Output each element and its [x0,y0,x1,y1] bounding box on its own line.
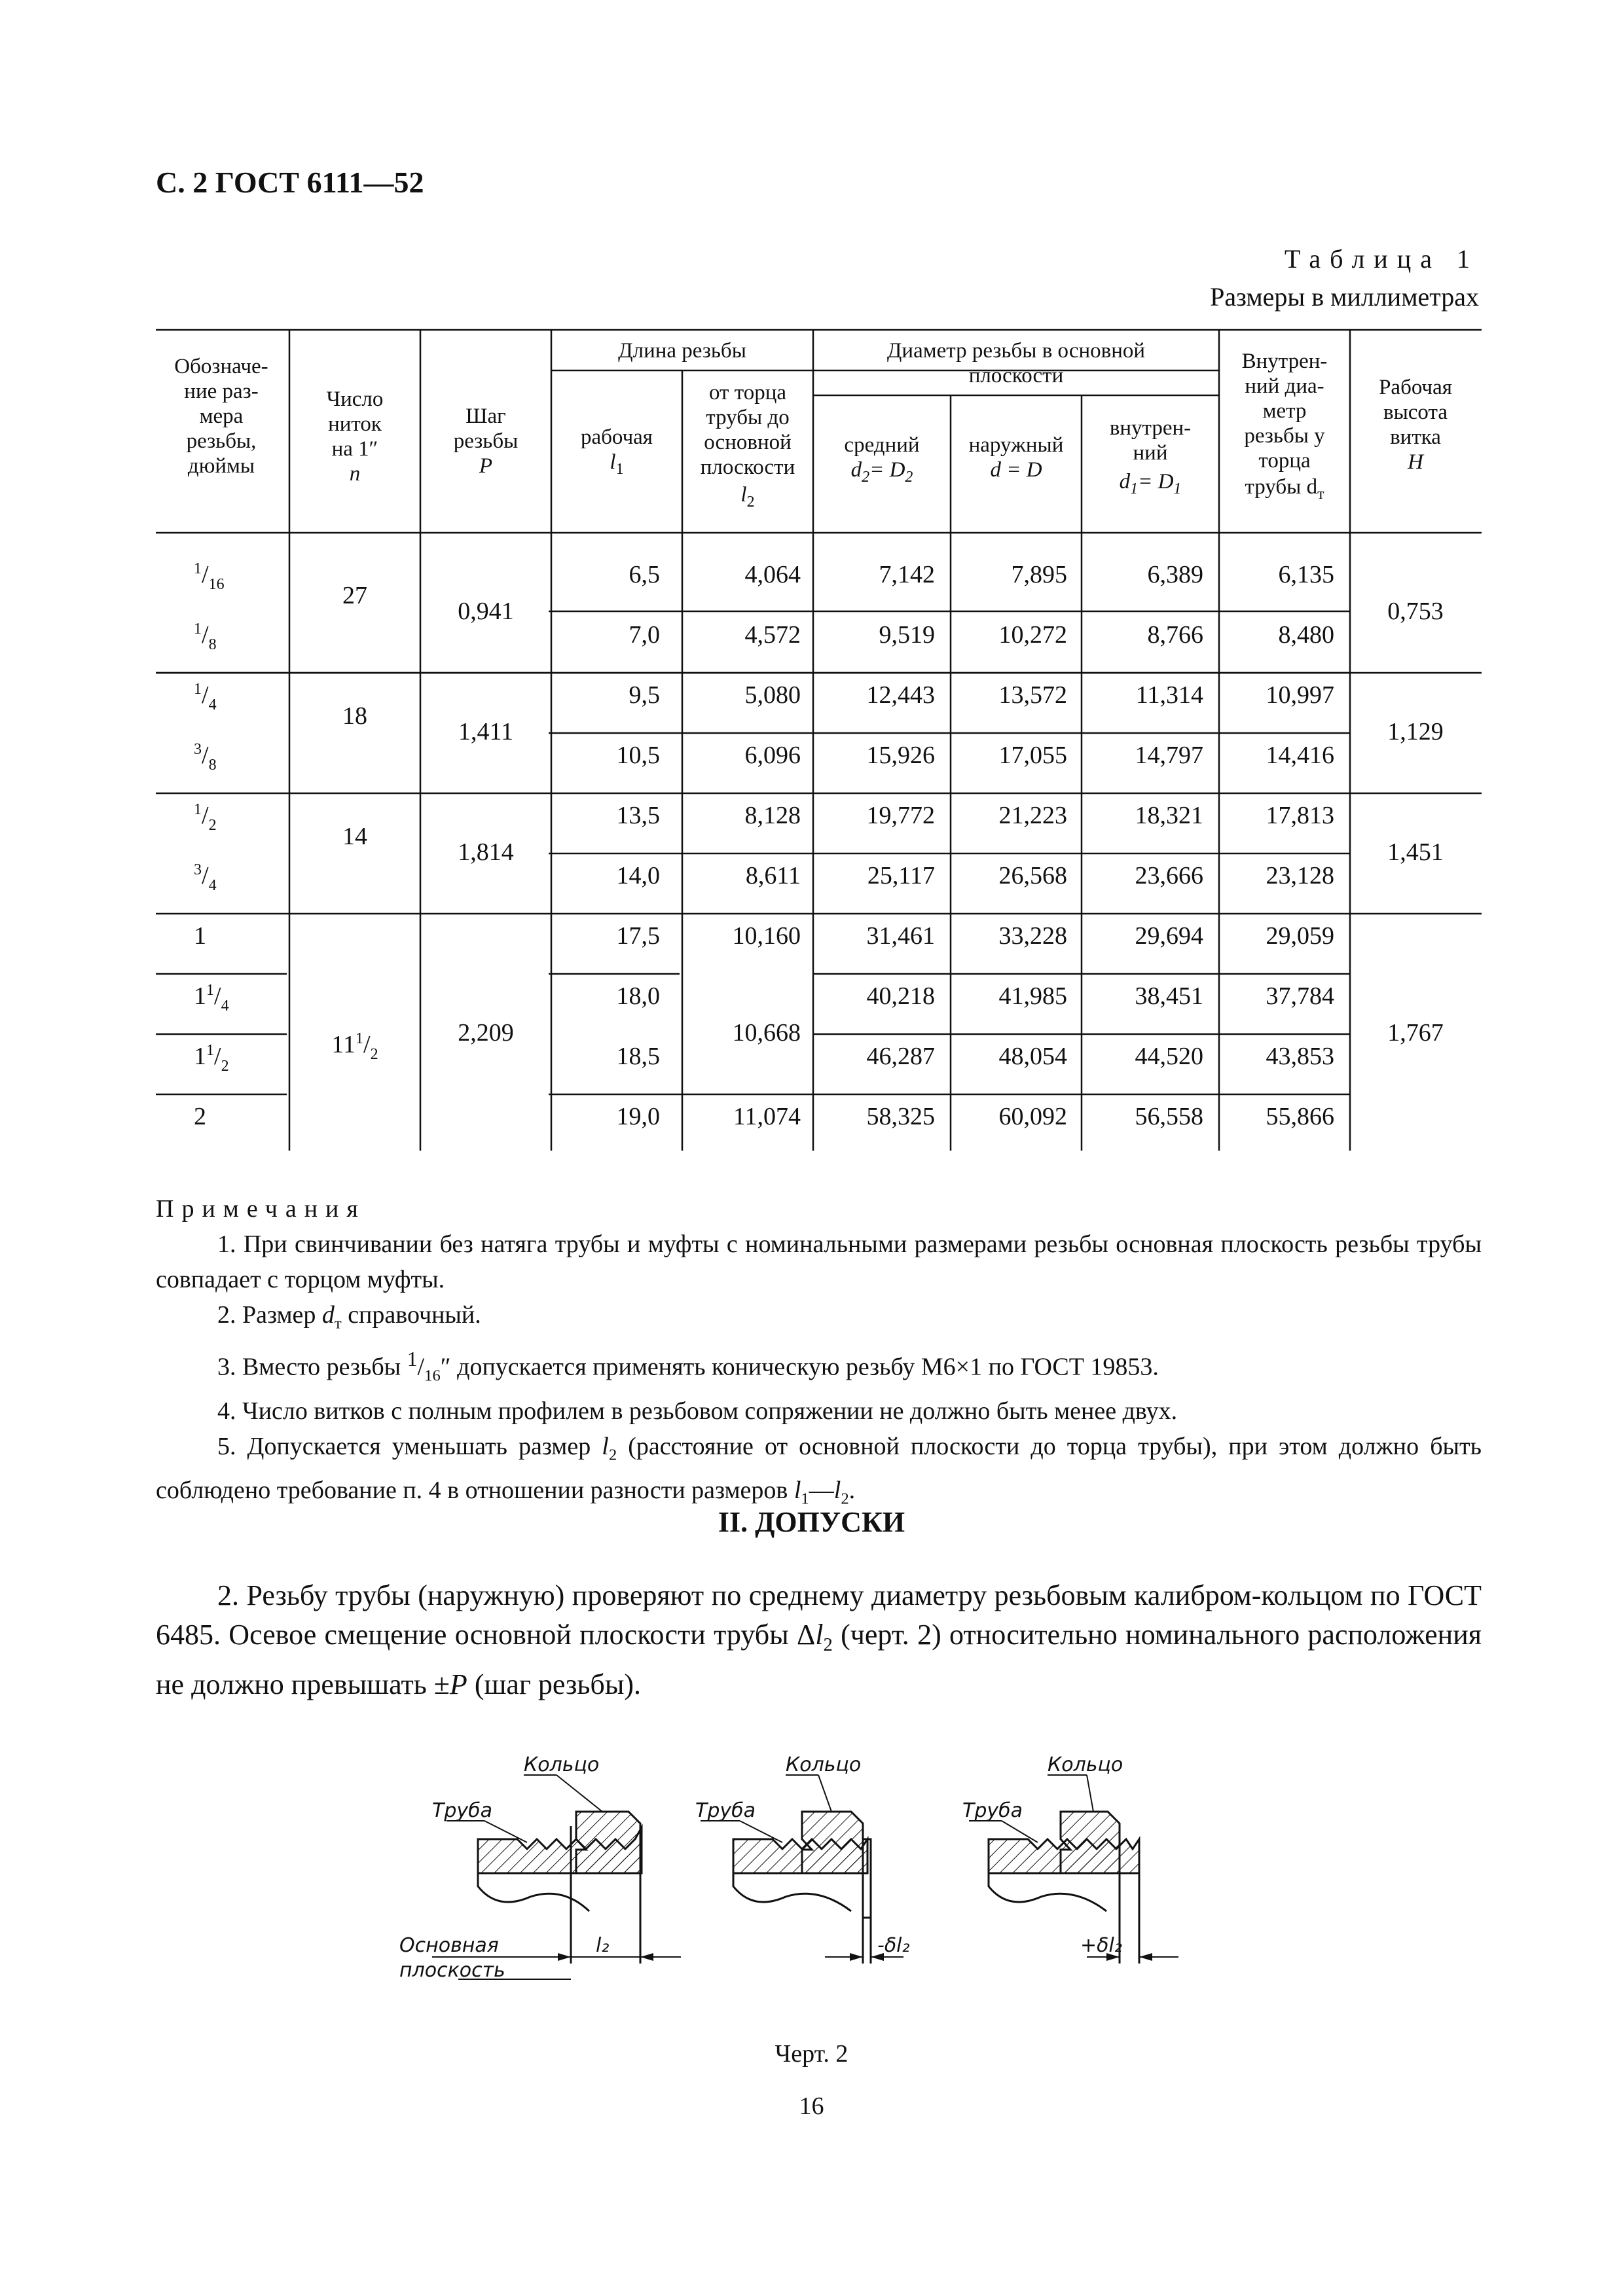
tolerance-paragraph: 2. Резьбу трубы (наружную) проверяют по среднему диаметру резьбовым калибром-кольцом по ГОСТ 6485. Осевое смещение основной плоскости трубы $\Delta l_2$ (черт. 2) относительно номинального расположения не должно превышать ±P (шаг резьбы). [156,1579,1482,1700]
hdr-height-2: высота [1383,401,1448,424]
hdr-length-group: Длина резьбы [618,339,746,363]
table-cell-dt: 8,480 [1278,621,1334,649]
hdr-end-inner-2: ний диа- [1245,374,1324,398]
hdr-pitch-3: P [479,454,493,478]
label-pipe-3: Труба [962,1799,1023,1822]
table-cell-d: 21,223 [998,802,1067,829]
hdr-height-4: H [1408,450,1423,474]
table-cell-l1: 13,5 [616,802,660,829]
table-cell-l1: 10,5 [616,742,660,769]
table-cell-d1: 29,694 [1135,922,1203,950]
table-cell-d: 10,272 [998,621,1067,649]
table-cell-l1: 18,0 [616,982,660,1010]
hdr-diameter-group-1: Диаметр резьбы в основной [886,339,1146,363]
table-cell-pitch: 1,814 [458,838,514,866]
notes-title: Примечания [156,1195,366,1223]
table-cell-height: 1,129 [1387,718,1444,745]
table-cell-l2: 5,080 [744,681,801,709]
table-row-size: $^3/_8$ [194,741,217,774]
table-cell-dt: 17,813 [1266,802,1334,829]
hdr-diameter-group-2: плоскости [968,364,1064,387]
hdr-pitch-2: резьбы [453,429,519,453]
table-cell-d2: 7,142 [879,561,935,588]
table-cell-threads: 27 [342,582,367,609]
table-cell-height: 1,767 [1387,1019,1444,1047]
table-cell-d: 17,055 [998,742,1067,769]
table-cell-l2: 4,572 [744,621,801,649]
note-5: 5. Допускается уменьшать размер $l_2$ (расстояние от основной плоскости до торца трубы), при этом должно быть соблюдено требование п. 4 в отношении разности размеров $l_1—l_2$. [156,1432,1482,1509]
hdr-threads-1: Число [326,387,384,411]
label-minus-dl2: -δl₂ [877,1934,910,1957]
table-cell-d2: 25,117 [867,862,935,889]
hdr-outer-2: d = D [990,458,1042,482]
figure-caption: Черт. 2 [775,2040,848,2068]
table-cell-dt: 29,059 [1266,922,1334,950]
hdr-designation-1: Обозначе- [174,355,268,378]
table-row-size: $1^1/_4$ [194,982,229,1014]
hdr-from-end-4: плоскости [700,456,795,479]
hdr-end-inner-6: трубы $d_т$ [1245,475,1324,503]
table-body [194,560,1444,1130]
table-cell-d: 33,228 [998,922,1067,950]
label-ring-3: Кольцо [1048,1753,1123,1776]
hdr-inner-3: $d_1= D_1$ [1119,470,1182,497]
hdr-designation-2: ние раз- [184,380,259,403]
note-2: 2. Размер $d_т$ справочный. [217,1301,481,1333]
table-cell-l1: 7,0 [629,621,660,649]
table-cell-threads: 18 [342,702,367,730]
table-cell-d1: 14,797 [1135,742,1203,769]
table-cell-l2: 10,160 [732,922,801,950]
table-cell-l1: 17,5 [616,922,660,950]
table-cell-d1: 6,389 [1147,561,1203,588]
table-row-size: $1^1/_2$ [194,1042,229,1075]
table-cell-d1: 8,766 [1147,621,1203,649]
hdr-from-end-5: $l_2$ [740,483,755,511]
table-cell-height: 0,753 [1387,598,1444,625]
table-cell-d1: 56,558 [1135,1103,1203,1130]
hdr-end-inner-5: торца [1258,449,1311,473]
label-ring-2: Кольцо [786,1753,862,1776]
table-caption: Таблица 1 [1284,244,1479,274]
table-cell-l2: 6,096 [744,742,801,769]
table-cell-threads: $11^1/_2$ [331,1030,378,1063]
table-row-size: $^3/_4$ [194,861,217,894]
table-cell-d2: 19,772 [866,802,935,829]
table-cell-dt: 37,784 [1266,982,1334,1010]
table-cell-d2: 40,218 [866,982,935,1010]
hdr-mean-1: средний [844,433,920,457]
hdr-inner-1: внутрен- [1109,416,1192,440]
table-cell-l2: 11,074 [733,1103,801,1130]
table-row-size: $^1/_2$ [194,801,217,834]
note-3: 3. Вместо резьбы $^1/_{16}''$ допускается применять коническую резьбу М6×1 по ГОСТ 19853. [217,1347,1159,1384]
hdr-designation-5: дюймы [187,454,255,478]
table-cell-l1: 18,5 [616,1043,660,1070]
table-cell-d1: 18,321 [1135,802,1203,829]
label-plane-2: плоскость [399,1959,505,1982]
hdr-threads-4: n [349,462,361,486]
notes-block [156,1191,1482,1517]
table-cell-threads: 14 [342,823,367,850]
label-pipe-1: Труба [432,1799,493,1822]
label-plus-dl2: +δl₂ [1080,1934,1122,1957]
table-cell-dt: 23,128 [1266,862,1334,889]
note-4: 4. Число витков с полным профилем в резьбовом сопряжении не должно быть менее двух. [217,1397,1178,1425]
table-cell-dt: 6,135 [1278,561,1334,588]
table-cell-d1: 23,666 [1135,862,1203,889]
table-units: Размеры в миллиметрах [1210,282,1479,312]
hdr-pitch-1: Шаг [465,404,506,428]
table-row-size: $^1/_4$ [194,681,217,713]
table-cell-height: 1,451 [1387,838,1444,866]
table-row-size: $^1/_{16}$ [194,560,225,593]
table-cell-pitch: 1,411 [458,718,514,745]
table-cell-d1: 38,451 [1135,982,1203,1010]
hdr-end-inner-4: резьбы у [1244,424,1325,448]
table-cell-l1: 14,0 [616,862,660,889]
hdr-threads-3: на 1″ [331,437,378,461]
table-cell-d1: 44,520 [1135,1043,1203,1070]
hdr-height-1: Рабочая [1379,376,1452,399]
table-cell-d: 26,568 [998,862,1067,889]
hdr-height-3: витка [1390,425,1441,449]
table-cell-d2: 12,443 [866,681,935,709]
table-cell-d2: 46,287 [866,1043,935,1070]
table-cell-l2: 4,064 [744,561,801,588]
table-cell-d: 60,092 [998,1103,1067,1130]
hdr-from-end-1: от торца [708,381,787,404]
hdr-working-1: рабочая [580,425,653,449]
label-pipe-2: Труба [695,1799,756,1822]
hdr-outer-1: наружный [968,433,1064,457]
table-cell-dt: 10,997 [1266,681,1334,709]
table-cell-pitch: 0,941 [458,598,514,625]
table-cell-d2: 31,461 [866,922,935,950]
hdr-working-2: $l_1$ [610,450,624,478]
section-title: II. ДОПУСКИ [718,1506,905,1538]
hdr-from-end-2: трубы до [706,406,790,429]
table-row-size: 1 [194,922,206,950]
hdr-designation-4: резьбы, [186,429,257,453]
table-cell-l1: 9,5 [629,681,660,709]
table-row-size: 2 [194,1103,206,1130]
table-cell-pitch: 2,209 [458,1019,514,1047]
table-cell-l2: 8,611 [745,862,801,889]
table-cell-d: 48,054 [998,1043,1067,1070]
hdr-threads-2: ниток [328,412,382,436]
hdr-end-inner-1: Внутрен- [1241,350,1328,373]
table-cell-d2: 9,519 [879,621,935,649]
table-cell-d2: 58,325 [866,1103,935,1130]
thread-gauge-drawing [393,1715,1270,2016]
table-cell-d: 13,572 [998,681,1067,709]
page-header: С. 2 ГОСТ 6111—52 [156,166,424,199]
label-l2: l₂ [596,1934,610,1957]
hdr-from-end-3: основной [704,431,792,454]
table-cell-d1: 11,314 [1135,681,1203,709]
table-cell-l1: 19,0 [616,1103,660,1130]
table-row-size: $^1/_8$ [194,620,217,653]
hdr-mean-2: $d_2= D_2$ [850,458,913,486]
page-number: 16 [799,2092,824,2120]
table-cell-dt: 14,416 [1266,742,1334,769]
label-plane-1: Основная [399,1934,499,1957]
label-ring-1: Кольцо [524,1753,600,1776]
hdr-end-inner-3: метр [1262,399,1307,423]
table-cell-l2: 8,128 [744,802,801,829]
table-cell-d: 7,895 [1011,561,1067,588]
table-cell-l1: 6,5 [629,561,660,588]
hdr-designation-3: мера [199,404,244,428]
table-cell-d: 41,985 [998,982,1067,1010]
thread-dimensions-table [156,329,1482,1151]
note-1: 1. При свинчивании без натяга трубы и муфты с номинальными размерами резьбы основная плоскость резьбы трубы совпадает с торцом муфты. [156,1230,1482,1293]
table-cell-l2-shared: 10,668 [732,1019,801,1047]
hdr-inner-2: ний [1133,441,1168,465]
table-cell-d2: 15,926 [866,742,935,769]
table-cell-dt: 55,866 [1266,1103,1334,1130]
table-cell-dt: 43,853 [1266,1043,1334,1070]
